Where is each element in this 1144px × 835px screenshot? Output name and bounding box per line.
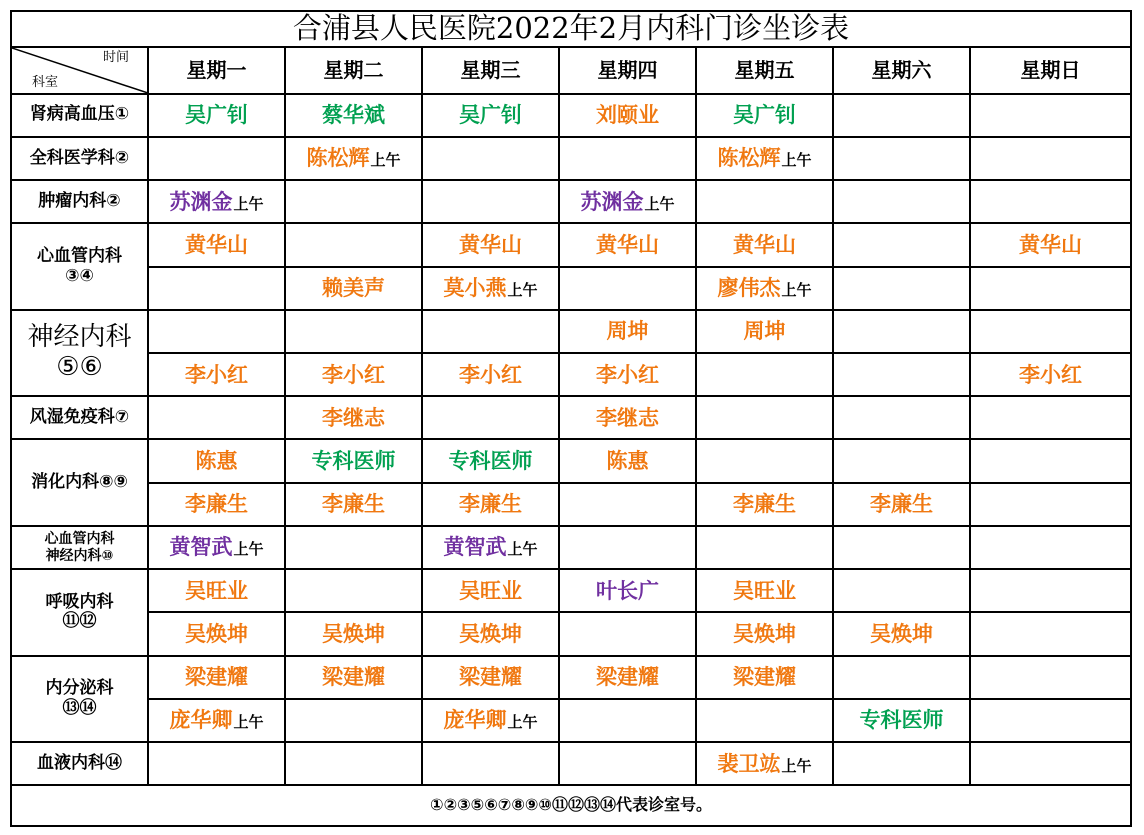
schedule-cell-tuesday — [285, 223, 422, 266]
schedule-cell-tuesday — [285, 310, 422, 353]
doctor-name: 李廉生 — [870, 492, 933, 517]
schedule-cell-monday — [148, 612, 285, 655]
schedule-cell-monday — [148, 742, 285, 785]
day-header-wednesday: 星期三 — [422, 47, 559, 94]
session-label: 上午 — [781, 756, 812, 775]
schedule-cell-sunday — [970, 742, 1131, 785]
schedule-cell-saturday — [833, 267, 970, 310]
doctor-name: 李廉生 — [185, 492, 248, 517]
schedule-cell-thursday — [559, 223, 696, 266]
department-cell — [11, 569, 148, 655]
schedule-cell-tuesday — [285, 94, 422, 137]
schedule-cell-tuesday — [285, 353, 422, 396]
schedule-cell-sunday — [970, 353, 1131, 396]
schedule-row — [11, 310, 1131, 353]
schedule-cell-friday — [696, 656, 833, 699]
schedule-cell-wednesday — [422, 439, 559, 482]
schedule-cell-tuesday — [285, 656, 422, 699]
session-label: 上午 — [781, 281, 812, 300]
session-label: 上午 — [507, 713, 538, 732]
doctor-name: 黄华山 — [596, 232, 659, 257]
doctor-name: 莫小燕 — [443, 276, 507, 301]
schedule-row — [11, 180, 1131, 223]
doctor-name: 吴焕坤 — [459, 621, 522, 646]
department-cell — [11, 137, 148, 180]
doctor-name: 黄华山 — [185, 232, 248, 257]
schedule-cell-monday — [148, 94, 285, 137]
schedule-row — [11, 94, 1131, 137]
schedule-cell-monday — [148, 137, 285, 180]
department-name: 呼吸内科 — [45, 591, 114, 612]
schedule-cell-thursday — [559, 612, 696, 655]
schedule-cell-tuesday — [285, 267, 422, 310]
schedule-cell-monday — [148, 180, 285, 223]
department-name: 全科医学科② — [29, 147, 130, 168]
corner-header-cell — [11, 47, 148, 94]
schedule-cell-thursday — [559, 180, 696, 223]
footer-row — [11, 785, 1131, 826]
department-cell — [11, 94, 148, 137]
schedule-cell-wednesday — [422, 483, 559, 526]
doctor-name: 黄华山 — [459, 232, 522, 257]
doctor-name: 苏渊金 — [169, 189, 233, 214]
schedule-cell-friday — [696, 699, 833, 742]
session-label: 上午 — [370, 151, 401, 170]
doctor-name: 专科医师 — [448, 448, 533, 473]
department-name-line2: 神经内科⑩ — [45, 547, 114, 564]
department-name: 内分泌科 — [45, 678, 114, 699]
schedule-cell-friday — [696, 612, 833, 655]
schedule-cell-thursday — [559, 94, 696, 137]
schedule-cell-thursday — [559, 310, 696, 353]
doctor-name: 吴焕坤 — [185, 621, 248, 646]
doctor-name: 专科医师 — [311, 448, 396, 473]
schedule-cell-sunday — [970, 483, 1131, 526]
schedule-cell-friday — [696, 742, 833, 785]
schedule-cell-tuesday — [285, 569, 422, 612]
department-cell — [11, 396, 148, 439]
schedule-cell-saturday — [833, 396, 970, 439]
department-cell — [11, 439, 148, 525]
schedule-cell-saturday — [833, 569, 970, 612]
department-cell — [11, 310, 148, 396]
doctor-name: 赖美声 — [322, 276, 385, 301]
schedule-cell-friday — [696, 137, 833, 180]
schedule-cell-sunday — [970, 310, 1131, 353]
schedule-cell-saturday — [833, 137, 970, 180]
department-name: 风湿免疫科⑦ — [29, 407, 130, 428]
schedule-cell-sunday — [970, 137, 1131, 180]
department-name: 心血管内科 — [44, 531, 115, 548]
schedule-cell-monday — [148, 267, 285, 310]
schedule-cell-wednesday — [422, 569, 559, 612]
schedule-cell-wednesday — [422, 180, 559, 223]
doctor-name: 黄智武 — [169, 535, 233, 560]
schedule-cell-wednesday — [422, 656, 559, 699]
department-name-line2: ⑤⑥ — [56, 351, 103, 382]
schedule-row — [11, 699, 1131, 742]
doctor-name: 专科医师 — [859, 708, 944, 733]
schedule-cell-wednesday — [422, 267, 559, 310]
schedule-cell-sunday — [970, 223, 1131, 266]
doctor-name: 李继志 — [596, 405, 659, 430]
doctor-name: 周坤 — [606, 319, 649, 344]
doctor-name: 吴旺业 — [185, 578, 248, 603]
schedule-cell-saturday — [833, 180, 970, 223]
day-header-friday: 星期五 — [696, 47, 833, 94]
session-label: 上午 — [781, 151, 812, 170]
doctor-name: 梁建耀 — [185, 665, 248, 690]
doctor-name: 陈松辉 — [306, 146, 370, 171]
schedule-cell-tuesday — [285, 742, 422, 785]
schedule-cell-friday — [696, 526, 833, 569]
header-row — [11, 47, 1131, 94]
schedule-cell-thursday — [559, 267, 696, 310]
doctor-name: 刘颐业 — [596, 103, 659, 128]
department-name: 肾病高血压① — [29, 104, 130, 125]
schedule-cell-monday — [148, 439, 285, 482]
schedule-table — [10, 10, 1132, 827]
schedule-cell-thursday — [559, 569, 696, 612]
doctor-name: 李继志 — [322, 405, 385, 430]
schedule-cell-wednesday — [422, 223, 559, 266]
title-row — [11, 11, 1131, 47]
schedule-cell-wednesday — [422, 94, 559, 137]
schedule-cell-saturday — [833, 439, 970, 482]
day-header-tuesday: 星期二 — [285, 47, 422, 94]
schedule-cell-friday — [696, 396, 833, 439]
doctor-name: 吴焕坤 — [870, 621, 933, 646]
schedule-cell-thursday — [559, 699, 696, 742]
doctor-name: 黄华山 — [733, 232, 796, 257]
schedule-cell-friday — [696, 180, 833, 223]
schedule-row — [11, 267, 1131, 310]
day-header-thursday: 星期四 — [559, 47, 696, 94]
doctor-name: 李小红 — [1019, 362, 1082, 387]
schedule-cell-monday — [148, 483, 285, 526]
corner-time-label: 时间 — [102, 49, 129, 65]
schedule-cell-tuesday — [285, 137, 422, 180]
department-cell — [11, 656, 148, 742]
schedule-cell-sunday — [970, 569, 1131, 612]
schedule-cell-monday — [148, 223, 285, 266]
schedule-cell-tuesday — [285, 612, 422, 655]
department-name-line2: ③④ — [65, 265, 94, 286]
session-label: 上午 — [644, 194, 675, 213]
schedule-cell-thursday — [559, 656, 696, 699]
doctor-name: 李小红 — [322, 362, 385, 387]
schedule-row — [11, 396, 1131, 439]
department-name: 心血管内科 — [37, 245, 122, 266]
schedule-cell-saturday — [833, 742, 970, 785]
schedule-cell-wednesday — [422, 396, 559, 439]
schedule-cell-friday — [696, 353, 833, 396]
schedule-cell-thursday — [559, 396, 696, 439]
schedule-cell-wednesday — [422, 742, 559, 785]
schedule-cell-wednesday — [422, 699, 559, 742]
schedule-cell-thursday — [559, 439, 696, 482]
schedule-cell-tuesday — [285, 439, 422, 482]
schedule-cell-saturday — [833, 353, 970, 396]
doctor-name: 黄智武 — [443, 535, 507, 560]
day-header-monday: 星期一 — [148, 47, 285, 94]
doctor-name: 叶长广 — [596, 578, 659, 603]
schedule-cell-tuesday — [285, 483, 422, 526]
schedule-cell-wednesday — [422, 612, 559, 655]
doctor-name: 廖伟杰 — [717, 276, 781, 301]
doctor-name: 梁建耀 — [596, 665, 659, 690]
doctor-name: 李廉生 — [733, 492, 796, 517]
schedule-cell-saturday — [833, 699, 970, 742]
doctor-name: 吴广钊 — [733, 103, 796, 128]
doctor-name: 李廉生 — [459, 492, 522, 517]
schedule-cell-sunday — [970, 612, 1131, 655]
schedule-cell-friday — [696, 94, 833, 137]
doctor-name: 吴广钊 — [459, 103, 522, 128]
doctor-name: 庞华卿 — [443, 708, 507, 733]
doctor-name: 裴卫竑 — [717, 751, 781, 776]
doctor-name: 吴焕坤 — [733, 621, 796, 646]
department-cell — [11, 180, 148, 223]
doctor-name: 梁建耀 — [322, 665, 385, 690]
schedule-cell-sunday — [970, 439, 1131, 482]
department-name: 消化内科⑧⑨ — [31, 471, 128, 492]
doctor-name: 吴旺业 — [733, 578, 796, 603]
session-label: 上午 — [233, 713, 264, 732]
schedule-cell-monday — [148, 353, 285, 396]
doctor-name: 庞华卿 — [169, 708, 233, 733]
schedule-row — [11, 569, 1131, 612]
schedule-cell-monday — [148, 526, 285, 569]
session-label: 上午 — [507, 281, 538, 300]
schedule-cell-sunday — [970, 526, 1131, 569]
schedule-cell-thursday — [559, 353, 696, 396]
schedule-cell-friday — [696, 267, 833, 310]
doctor-name: 吴旺业 — [459, 578, 522, 603]
schedule-row — [11, 742, 1131, 785]
doctor-name: 蔡华斌 — [322, 103, 385, 128]
schedule-cell-thursday — [559, 137, 696, 180]
schedule-cell-friday — [696, 223, 833, 266]
department-name: 血液内科⑭ — [37, 752, 122, 773]
doctor-name: 周坤 — [743, 319, 786, 344]
schedule-cell-thursday — [559, 526, 696, 569]
schedule-cell-friday — [696, 483, 833, 526]
doctor-name: 李廉生 — [322, 492, 385, 517]
schedule-cell-thursday — [559, 483, 696, 526]
department-name: 肿瘤内科② — [38, 190, 121, 211]
schedule-cell-wednesday — [422, 526, 559, 569]
schedule-row — [11, 353, 1131, 396]
corner-room-label: 科室 — [32, 74, 59, 90]
doctor-name: 李小红 — [459, 362, 522, 387]
schedule-cell-friday — [696, 310, 833, 353]
schedule-cell-thursday — [559, 742, 696, 785]
schedule-cell-monday — [148, 396, 285, 439]
schedule-cell-sunday — [970, 699, 1131, 742]
schedule-cell-tuesday — [285, 526, 422, 569]
schedule-cell-sunday — [970, 94, 1131, 137]
schedule-cell-sunday — [970, 267, 1131, 310]
schedule-cell-saturday — [833, 310, 970, 353]
doctor-name: 梁建耀 — [459, 665, 522, 690]
schedule-cell-monday — [148, 656, 285, 699]
schedule-cell-wednesday — [422, 137, 559, 180]
doctor-name: 吴广钊 — [185, 103, 248, 128]
schedule-cell-sunday — [970, 396, 1131, 439]
doctor-name: 陈惠 — [195, 448, 238, 473]
schedule-row — [11, 483, 1131, 526]
doctor-name: 李小红 — [596, 362, 659, 387]
doctor-name: 吴焕坤 — [322, 621, 385, 646]
session-label: 上午 — [233, 194, 264, 213]
schedule-cell-tuesday — [285, 180, 422, 223]
department-name: 神经内科 — [27, 322, 132, 353]
schedule-row — [11, 526, 1131, 569]
department-cell — [11, 223, 148, 309]
department-cell — [11, 742, 148, 785]
schedule-row — [11, 439, 1131, 482]
session-label: 上午 — [233, 540, 264, 559]
schedule-cell-tuesday — [285, 396, 422, 439]
schedule-row — [11, 656, 1131, 699]
doctor-name: 陈惠 — [606, 448, 649, 473]
schedule-cell-saturday — [833, 612, 970, 655]
schedule-cell-tuesday — [285, 699, 422, 742]
doctor-name: 梁建耀 — [733, 665, 796, 690]
footer-note: ①②③⑤⑥⑦⑧⑨⑩⑪⑫⑬⑭代表诊室号。 — [11, 785, 1131, 826]
department-cell — [11, 526, 148, 569]
department-name-line2: ⑬⑭ — [62, 697, 97, 718]
schedule-cell-monday — [148, 569, 285, 612]
schedule-cell-friday — [696, 439, 833, 482]
schedule-row — [11, 137, 1131, 180]
schedule-cell-saturday — [833, 94, 970, 137]
schedule-cell-saturday — [833, 526, 970, 569]
day-header-sunday: 星期日 — [970, 47, 1131, 94]
session-label: 上午 — [507, 540, 538, 559]
schedule-cell-wednesday — [422, 353, 559, 396]
schedule-cell-friday — [696, 569, 833, 612]
doctor-name: 苏渊金 — [580, 189, 644, 214]
schedule-cell-sunday — [970, 180, 1131, 223]
doctor-name: 陈松辉 — [717, 146, 781, 171]
doctor-name: 黄华山 — [1019, 232, 1082, 257]
schedule-cell-saturday — [833, 483, 970, 526]
schedule-cell-wednesday — [422, 310, 559, 353]
schedule-cell-monday — [148, 699, 285, 742]
doctor-name: 李小红 — [185, 362, 248, 387]
department-name-line2: ⑪⑫ — [62, 611, 97, 632]
schedule-row — [11, 223, 1131, 266]
schedule-row — [11, 612, 1131, 655]
day-header-saturday: 星期六 — [833, 47, 970, 94]
schedule-cell-saturday — [833, 223, 970, 266]
schedule-cell-sunday — [970, 656, 1131, 699]
schedule-cell-monday — [148, 310, 285, 353]
schedule-cell-saturday — [833, 656, 970, 699]
page-title: 合浦县人民医院2022年2月内科门诊坐诊表 — [11, 11, 1131, 47]
